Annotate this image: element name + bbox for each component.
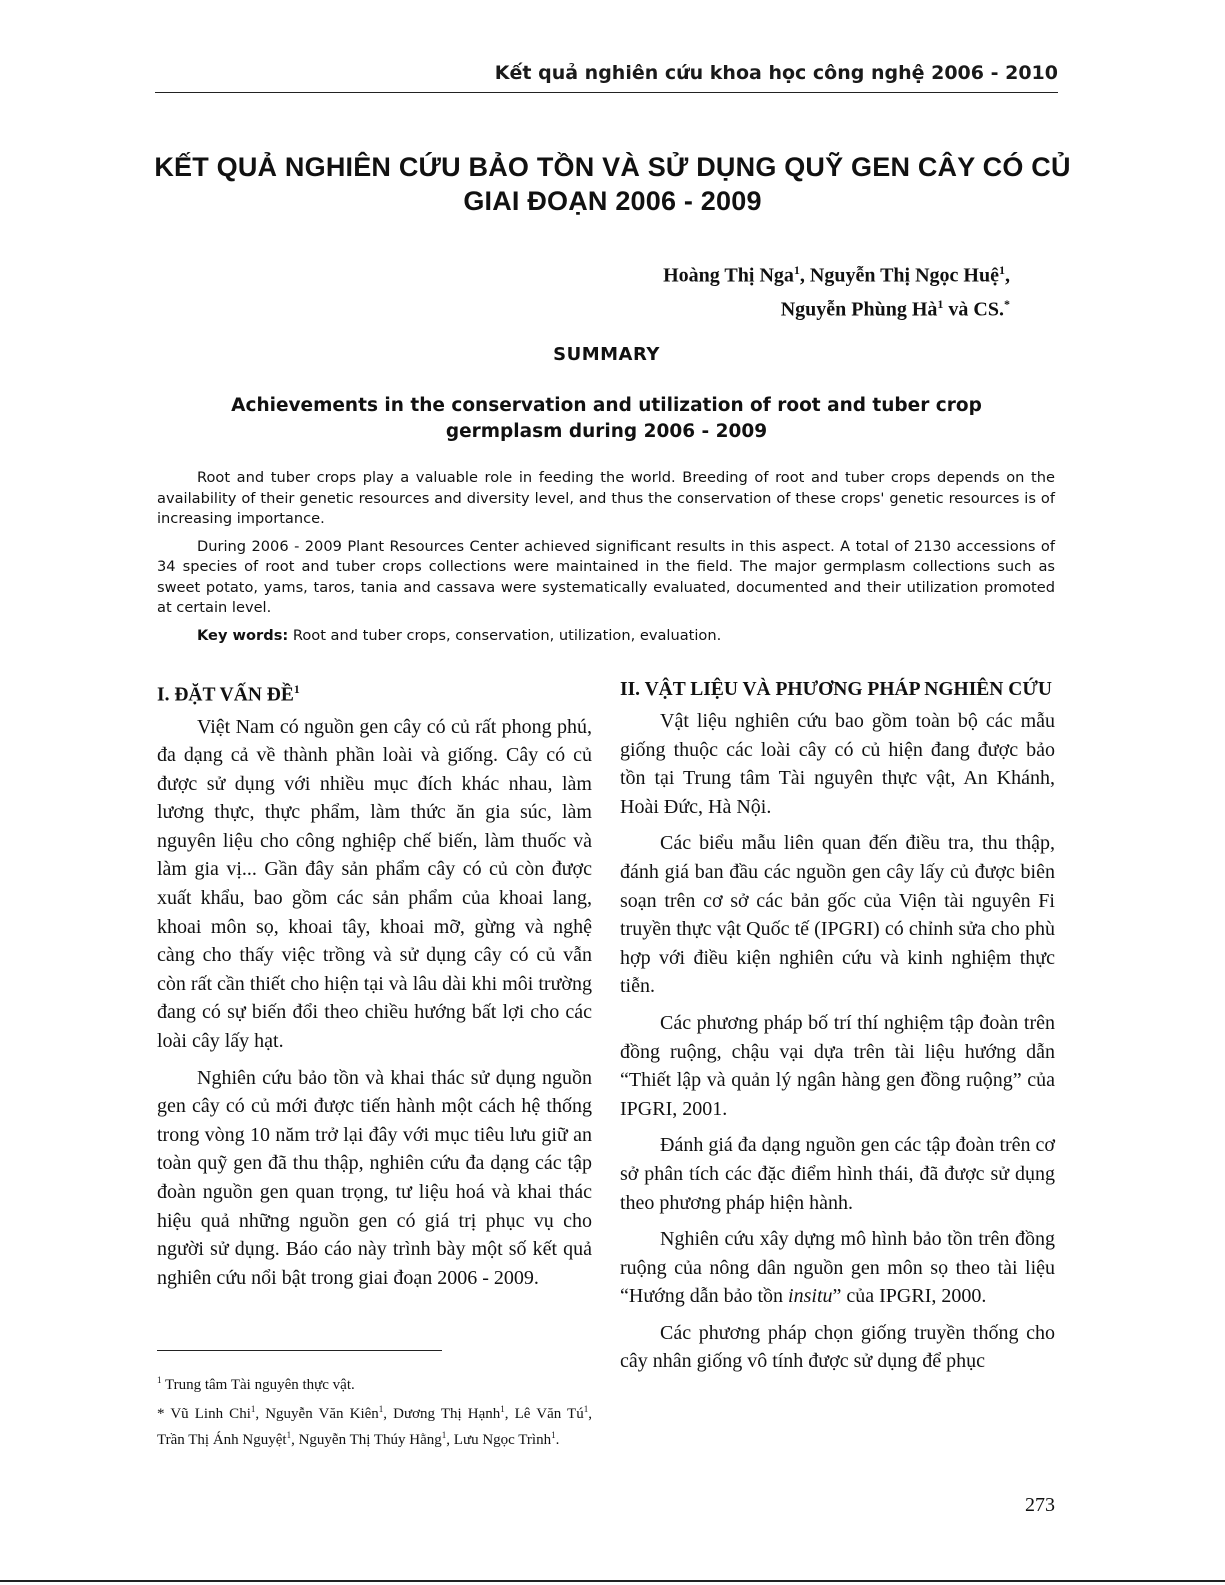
footnote-mark: 1 bbox=[157, 1375, 162, 1385]
running-header: Kết quả nghiên cứu khoa học công nghệ 2006 - 2010 bbox=[494, 62, 1058, 84]
right-column bbox=[620, 676, 1055, 1384]
coauthor-mark: * bbox=[1004, 296, 1010, 311]
abstract-paragraph: During 2006 - 2009 Plant Resources Center achieved significant results in this aspect. A total of 2130 accessions of 34 species of root and tuber crops collections were maintained in the field. The major germplasm collections such as sweet potato, yams, taros, tania and cassava were systematically evaluated, documented and their utilization promoted at certain level. bbox=[157, 537, 1055, 616]
title-line-2: GIAI ĐOẠN 2006 - 2009 bbox=[463, 186, 762, 216]
affiliation-mark: 1 bbox=[583, 1404, 589, 1414]
footnote-rule bbox=[157, 1350, 442, 1351]
english-title bbox=[155, 393, 1058, 445]
paper-title bbox=[140, 150, 1085, 218]
text-run: Nghiên cứu xây dựng mô hình bảo tồn trên đồng ruộng của nông dân nguồn gen môn sọ theo tài liệu “Hướng dẫn bảo tồn bbox=[620, 1228, 1055, 1308]
body-paragraph: Nghiên cứu bảo tồn và khai thác sử dụng nguồn gen cây có củ mới được tiến hành một cách hệ thống trong vòng 10 năm trở lại đây với mục tiêu lưu giữ an toàn quỹ gen đã thu thập, nghiên cứu đa dạng các tập đoàn nguồn gen quan trọng, tư liệu hoá và khai thác hiệu quả những nguồn gen có giá trị phục vụ cho người sử dụng. Báo cáo này trình bày một số kết quả nghiên cứu nổi bật trong giai đoạn 2006 - 2009. bbox=[157, 1066, 592, 1289]
affiliation-mark: 1 bbox=[937, 296, 944, 311]
affiliation-mark: 1 bbox=[250, 1404, 256, 1414]
author-name: và CS. bbox=[943, 298, 1004, 321]
coauthor-name: , Lê Văn Tú bbox=[504, 1406, 584, 1422]
section-heading-2: II. VẬT LIỆU VÀ PHƯƠNG PHÁP NGHIÊN CỨU bbox=[620, 679, 1052, 700]
affiliation-mark: 1 bbox=[378, 1404, 384, 1414]
author-name: Nguyễn Thị Ngọc Huệ bbox=[809, 264, 999, 287]
author-name: Nguyễn Phùng Hà bbox=[780, 298, 938, 321]
coauthor-name: , Nguyễn Văn Kiên bbox=[255, 1406, 379, 1422]
bottom-edge-rule bbox=[0, 1580, 1225, 1582]
footnote-mark: 1 bbox=[293, 683, 300, 696]
affiliation-mark: 1 bbox=[441, 1430, 447, 1440]
title-line-1: KẾT QUẢ NGHIÊN CỨU BẢO TỒN VÀ SỬ DỤNG QUỸ GEN CÂY CÓ CỦ bbox=[154, 152, 1071, 182]
text-run: ” của IPGRI, 2000. bbox=[832, 1285, 987, 1308]
abstract-paragraph: Root and tuber crops play a valuable role in feeding the world. Breeding of root and tuber crops depends on the availability of their genetic resources and diversity level, and thus the conservation of these crops' genetic resources is of increasing importance. bbox=[157, 469, 1055, 527]
body-paragraph: Việt Nam có nguồn gen cây có củ rất phong phú, đa dạng cả về thành phần loài và giống. Cây có củ được sử dụng với nhiều mục đích khác nhau, làm lương thực, thực phẩm, làm thức ăn gia súc, làm nguyên liệu cho công nghiệp chế biến, làm thuốc và làm gia vị... Gần đây sản phẩm cây có củ còn được xuất khẩu, bao gồm các sản phẩm của khoai lang, khoai môn sọ, khoai tây, khoai mỡ, gừng và nghệ càng cho thấy việc trồng và sử dụng cây có củ vẫn còn rất cần thiết cho hiện tại và lâu dài khi môi trường đang có sự biến đổi theo chiều hướng bất lợi cho các loài cây lấy hạt. bbox=[157, 715, 592, 1053]
author-separator: , bbox=[1005, 264, 1010, 287]
keywords bbox=[157, 626, 1055, 647]
page-number: 273 bbox=[1025, 1494, 1055, 1516]
affiliation-mark: 1 bbox=[551, 1430, 556, 1440]
footnote-text: Trung tâm Tài nguyên thực vật. bbox=[161, 1377, 355, 1393]
affiliation-mark: 1 bbox=[793, 263, 800, 277]
body-paragraph: Đánh giá đa dạng nguồn gen các tập đoàn trên cơ sở phân tích các đặc điểm hình thái, đã được sử dụng theo phương pháp hiện hành. bbox=[620, 1134, 1055, 1214]
header-rule bbox=[155, 92, 1058, 93]
english-title-line-1: Achievements in the conservation and utilization of root and tuber crop bbox=[231, 395, 982, 416]
author-separator: , bbox=[799, 264, 810, 287]
section-heading-text: I. ĐẶT VẤN ĐỀ bbox=[157, 684, 294, 706]
affiliation-mark: 1 bbox=[286, 1430, 292, 1440]
author-line-2 bbox=[560, 290, 1010, 324]
author-name: Hoàng Thị Nga bbox=[663, 264, 794, 287]
summary-heading: SUMMARY bbox=[553, 344, 660, 365]
body-paragraph: Các biểu mẫu liên quan đến điều tra, thu thập, đánh giá ban đầu các nguồn gen cây lấy củ được biên soạn trên cơ sở các bản gốc của Viện tài nguyên Fi truyền thực vật Quốc tế (IPGRI) có chỉnh sửa cho phù hợp với điều kiện nghiên cứu và kinh nghiệm thực tiễn. bbox=[620, 832, 1055, 998]
footnote-1 bbox=[157, 1370, 592, 1396]
footnote-2 bbox=[157, 1399, 592, 1451]
body-paragraph: Các phương pháp chọn giống truyền thống cho cây nhân giống vô tính được sử dụng để phục bbox=[620, 1321, 1055, 1373]
italic-term: insitu bbox=[788, 1285, 833, 1308]
left-column bbox=[157, 676, 592, 1300]
body-paragraph: Vật liệu nghiên cứu bao gồm toàn bộ các mẫu giống thuộc các loài cây có củ hiện đang được bảo tồn tại Trung tâm Tài nguyên thực vật, An Khánh, Hoài Đức, Hà Nội. bbox=[620, 710, 1055, 818]
abstract bbox=[157, 468, 1055, 653]
coauthor-name: , Dương Thị Hạnh bbox=[383, 1406, 501, 1422]
keywords-label: Key words: bbox=[197, 626, 289, 644]
english-title-line-2: germplasm during 2006 - 2009 bbox=[445, 421, 768, 442]
affiliation-mark: 1 bbox=[500, 1404, 505, 1414]
footnotes bbox=[157, 1370, 592, 1454]
footnote-end: . bbox=[555, 1432, 560, 1448]
section-heading-1 bbox=[157, 676, 592, 710]
author-line-1 bbox=[560, 256, 1010, 290]
coauthor-name: Vũ Linh Chi bbox=[170, 1406, 251, 1422]
coauthor-name: , Trần Thị Ánh Nguyệt bbox=[157, 1406, 592, 1448]
keywords-text: Root and tuber crops, conservation, utilization, evaluation. bbox=[288, 626, 722, 644]
author-list bbox=[560, 256, 1010, 323]
footnote-star: * bbox=[157, 1406, 171, 1422]
body-paragraph: Các phương pháp bố trí thí nghiệm tập đoàn trên đồng ruộng, chậu vại dựa trên tài liệu hướng dẫn “Thiết lập và quản lý ngân hàng gen đồng ruộng” của IPGRI, 2001. bbox=[620, 1011, 1055, 1120]
coauthor-name: , Lưu Ngọc Trình bbox=[446, 1432, 552, 1448]
coauthor-name: , Nguyễn Thị Thúy Hằng bbox=[291, 1432, 442, 1448]
body-paragraph bbox=[620, 1225, 1055, 1311]
affiliation-mark: 1 bbox=[999, 263, 1005, 277]
